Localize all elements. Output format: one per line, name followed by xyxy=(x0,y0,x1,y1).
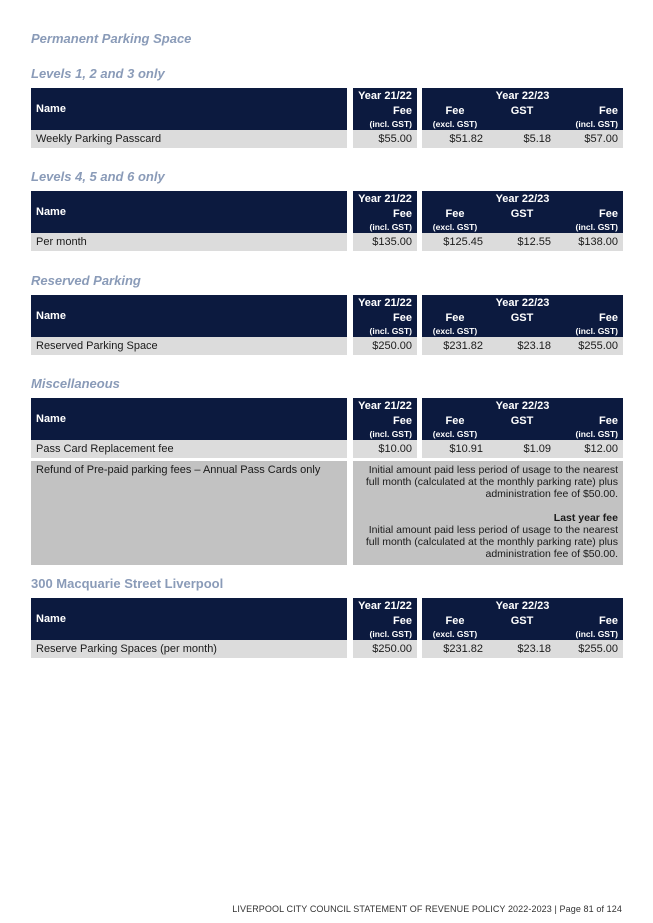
column-subheader-incl-gst: (incl. GST) xyxy=(353,324,417,337)
column-header-fee: Fee xyxy=(556,207,623,220)
fee-table-levels-4-5-6 xyxy=(31,191,623,251)
column-header-fee: Fee xyxy=(353,614,417,627)
column-header-year-prev: Year 21/22 xyxy=(353,191,417,207)
fee-table-misc xyxy=(31,398,623,565)
column-subheader-incl-gst: (incl. GST) xyxy=(556,427,623,440)
fee-excl: $125.45 xyxy=(422,233,488,251)
column-header-year-prev: Year 21/22 xyxy=(353,88,417,104)
column-header-fee: Fee xyxy=(556,104,623,117)
column-header-gst: GST xyxy=(488,104,556,117)
column-subheader-incl-gst: (incl. GST) xyxy=(353,627,417,640)
fee-prev-incl: $135.00 xyxy=(353,233,417,251)
column-header-fee: Fee xyxy=(422,104,488,117)
column-subheader-incl-gst: (incl. GST) xyxy=(353,117,417,130)
column-header-year-curr: Year 22/23 xyxy=(422,398,623,414)
column-subheader-excl-gst: (excl. GST) xyxy=(422,117,488,130)
column-header-gst: GST xyxy=(488,414,556,427)
column-header-year-prev: Year 21/22 xyxy=(353,295,417,311)
fee-gst: $23.18 xyxy=(488,640,556,658)
section-heading-levels-1-2-3: Levels 1, 2 and 3 only xyxy=(31,66,165,81)
column-header-name: Name xyxy=(31,598,347,640)
column-header-gst: GST xyxy=(488,614,556,627)
column-header-year-curr: Year 22/23 xyxy=(422,295,623,311)
column-header-fee: Fee xyxy=(422,414,488,427)
column-subheader-excl-gst: (excl. GST) xyxy=(422,427,488,440)
column-subheader-incl-gst: (incl. GST) xyxy=(556,117,623,130)
fee-incl: $138.00 xyxy=(556,233,623,251)
fee-name: Per month xyxy=(31,233,347,251)
fee-table-levels-1-2-3 xyxy=(31,88,623,148)
table-row xyxy=(31,233,623,251)
section-heading-liverpool: 300 Macquarie Street Liverpool xyxy=(31,576,224,591)
column-header-fee: Fee xyxy=(353,207,417,220)
fee-excl: $51.82 xyxy=(422,130,488,148)
table-row xyxy=(31,337,623,355)
column-header-name: Name xyxy=(31,398,347,440)
fee-incl: $57.00 xyxy=(556,130,623,148)
fee-prev-incl: $55.00 xyxy=(353,130,417,148)
column-subheader-incl-gst: (incl. GST) xyxy=(353,220,417,233)
column-header-year-prev: Year 21/22 xyxy=(353,398,417,414)
fee-excl: $231.82 xyxy=(422,337,488,355)
column-header-year-curr: Year 22/23 xyxy=(422,191,623,207)
page-title: Permanent Parking Space xyxy=(31,31,192,46)
column-subheader-excl-gst: (excl. GST) xyxy=(422,324,488,337)
column-header-fee: Fee xyxy=(556,311,623,324)
fee-gst: $12.55 xyxy=(488,233,556,251)
table-row xyxy=(31,640,623,658)
column-header-gst: GST xyxy=(488,207,556,220)
column-subheader-incl-gst: (incl. GST) xyxy=(353,427,417,440)
column-header-fee: Fee xyxy=(353,311,417,324)
page-footer: LIVERPOOL CITY COUNCIL STATEMENT OF REVENUE POLICY 2022-2023 | Page 81 of 124 xyxy=(232,904,622,914)
fee-gst: $23.18 xyxy=(488,337,556,355)
table-row xyxy=(31,461,623,565)
column-subheader-excl-gst: (excl. GST) xyxy=(422,627,488,640)
last-year-fee-label: Last year fee xyxy=(553,512,618,524)
column-header-name: Name xyxy=(31,295,347,337)
fee-incl: $255.00 xyxy=(556,337,623,355)
table-row xyxy=(31,440,623,458)
column-subheader-incl-gst: (incl. GST) xyxy=(556,324,623,337)
fee-name: Reserve Parking Spaces (per month) xyxy=(31,640,347,658)
column-header-fee: Fee xyxy=(422,614,488,627)
column-header-fee: Fee xyxy=(556,614,623,627)
fee-prev-incl: $250.00 xyxy=(353,337,417,355)
section-heading-reserved: Reserved Parking xyxy=(31,273,141,288)
column-header-fee: Fee xyxy=(353,104,417,117)
fee-excl: $10.91 xyxy=(422,440,488,458)
fee-name: Pass Card Replacement fee xyxy=(31,440,347,458)
fee-name: Refund of Pre-paid parking fees – Annual Pass Cards only xyxy=(31,461,347,565)
fee-incl: $12.00 xyxy=(556,440,623,458)
fee-prev-incl: $10.00 xyxy=(353,440,417,458)
column-header-year-prev: Year 21/22 xyxy=(353,598,417,614)
section-heading-misc: Miscellaneous xyxy=(31,376,120,391)
table-row xyxy=(31,130,623,148)
column-header-gst: GST xyxy=(488,311,556,324)
section-heading-levels-4-5-6: Levels 4, 5 and 6 only xyxy=(31,169,165,184)
column-subheader-incl-gst: (incl. GST) xyxy=(556,627,623,640)
column-header-fee: Fee xyxy=(422,311,488,324)
fee-incl: $255.00 xyxy=(556,640,623,658)
column-header-fee: Fee xyxy=(353,414,417,427)
fee-name: Reserved Parking Space xyxy=(31,337,347,355)
fee-gst: $1.09 xyxy=(488,440,556,458)
fee-table-liverpool xyxy=(31,598,623,658)
fee-prev-incl: $250.00 xyxy=(353,640,417,658)
column-header-year-curr: Year 22/23 xyxy=(422,88,623,104)
column-subheader-excl-gst: (excl. GST) xyxy=(422,220,488,233)
column-header-fee: Fee xyxy=(422,207,488,220)
column-subheader-incl-gst: (incl. GST) xyxy=(556,220,623,233)
fee-description-current: Initial amount paid less period of usage to the nearest full month (calculated at the monthly parking rate) plus administration fee of $50.00. xyxy=(365,464,618,500)
fee-description-last-year: Initial amount paid less period of usage to the nearest full month (calculated at the monthly parking rate) plus administration fee of $50.00. xyxy=(365,524,618,560)
fee-table-reserved xyxy=(31,295,623,355)
column-header-name: Name xyxy=(31,191,347,233)
fee-excl: $231.82 xyxy=(422,640,488,658)
fee-name: Weekly Parking Passcard xyxy=(31,130,347,148)
fee-description xyxy=(353,461,623,565)
column-header-year-curr: Year 22/23 xyxy=(422,598,623,614)
column-header-name: Name xyxy=(31,88,347,130)
fee-gst: $5.18 xyxy=(488,130,556,148)
column-header-fee: Fee xyxy=(556,414,623,427)
